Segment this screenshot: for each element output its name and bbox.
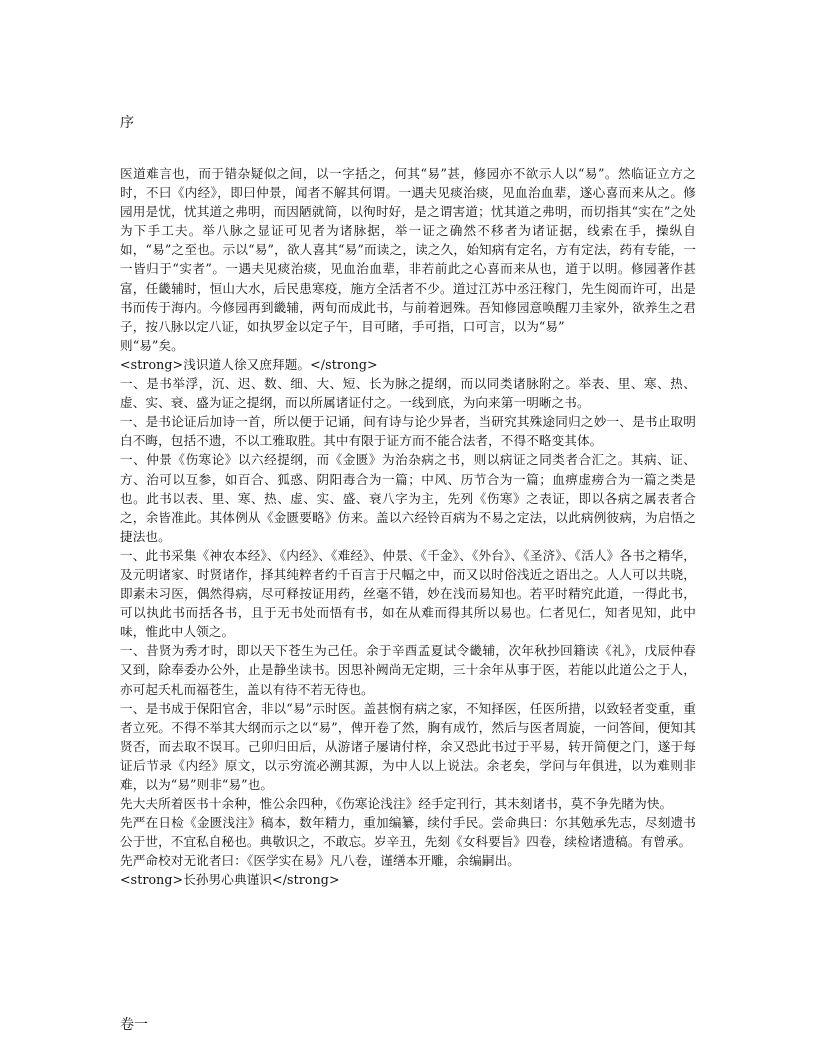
afterword-paragraph-1: 先大夫所着医书十余种，惟公余四种，《伤寒论浅注》经手定刊行，其未刻诸书，莫不争先睹为快。 <box>120 796 673 812</box>
volume-one-heading: 卷一 <box>120 1017 148 1033</box>
note-paragraph-3: 一、仲景《伤寒论》以六经提纲，而《金匮》为治杂病之书，则以病证之同类者合汇之。其病、证、方、治可以互参，如百合、狐惑、阴阳毒合为一篇；中风、历节合为一篇；血痹虚痨合为一篇之类是也。此书以表、里、寒、热、虚、实、盛、衰八字为主，先列《伤寒》之表证，即以各病之属表者合之，余皆准此。其体例从《金匮要略》仿来。盖以六经铃百病为不易之定法，以此病例彼病，为启悟之捷法也。 <box>120 452 696 544</box>
note-paragraph-4: 一、此书采集《神农本经》、《内经》、《难经》、仲景、《千金》、《外台》、《圣济》、《活人》各书之精华，及元明诸家、时贤诸作，择其纯粹者约千百言于尺幅之中，而又以时俗浅近之语出之。人人可以共晓，即素未习医，偶然得病，尽可释按证用药，丝毫不错，妙在浅而易知也。若平时精究此道，一得此书，可以执此书而括各书，且于无书处而悟有书，如在从难而得其所以易也。仁者见仁，知者见知，此中味，惟此中人领之。 <box>120 547 696 640</box>
afterword-paragraph-3: 先严命校对无讹者曰：《医学实在易》凡八卷，谨缮本开雕，余编嗣出。 <box>120 853 520 869</box>
note-paragraph-2: 一、是书论证后加诗一首，所以便于记诵，间有诗与论少异者，当研究其殊途同归之妙一、是书止取明白不晦，包括不遗，不以工雅取胜。其中有限于证方而不能合法者，不得不略变其体。 <box>120 414 696 449</box>
note-paragraph-5: 一、昔贤为秀才时，即以天下苍生为己任。余于辛酉孟夏试令畿辅，次年秋抄回籍读《礼》，戊辰仲春又到，除奉委办公外，止是静坐读书。因思补阙尚无定期，三十余年从事于医，若能以此道公之于人，亦可起夭札而福苍生，盖以有待不若无待也。 <box>120 643 696 697</box>
closing-signature: <strong>长孙男心典谨识</strong> <box>120 872 340 888</box>
afterword-paragraph-2: 先严在日检《金匮浅注》稿本，数年精力，重加编纂，续付手民。尝命典曰：尔其勉承先志，尽刻遗书公于世，不宜私自秘也。典敬识之，不敢忘。岁辛丑，先刻《女科要旨》四卷，续检诸遗稿。有曾承。 <box>120 815 696 850</box>
preface-signature: <strong>浅识道人徐又庶拜题。</strong> <box>120 356 378 372</box>
preface-paragraph: 医道难言也，而于错杂疑似之间，以一字括之，何其“易”甚，修园亦不欲示人以“易”。然临证立方之时，不曰《内经》，即曰仲景，闻者不解其何谓。一遇夫见痰治痰，见血治血辈，遂心喜而来从之。修园用是忧，忧其道之弗明，而因陋就简，以徇时好，是之谓害道；忧其道之弗明，而切指其“实在”之处为下手工夫。举八脉之显证可见者为诸脉据，举一证之确然不移者为诸证据，线索在手，操纵自如，“易”之至也。示以“易”，欲人喜其“易”而读之，读之久，始知病有定名，方有定法，药有专能，一一皆归于“实者”。一遇夫见痰治痰，见血治血辈，非若前此之心喜而来从也，道于以明。修园著作甚富，任畿辅时，恒山大水，后民患寒疫，施方全活者不少。道过江苏中丞汪稼门，先生阅而许可，出是书而传于海内。今修园再到畿辅，两旬而成此书，与前着迥殊。吾知修园意唤醒刀圭家外，欲养生之君子，按八脉以定八证，如执罗金以定子午，目可睹，手可指，口可言，以为“易” <box>120 166 696 334</box>
note-paragraph-1: 一、是书举浮，沉、迟、数、细、大、短、长为脉之提纲，而以同类诸脉附之。举表、里、寒、热、虚、实、衰、盛为证之提纲，而以所属诸证付之。一线到底，为向来第一明晰之书。 <box>120 376 696 411</box>
preface-ending: 则“易”矣。 <box>120 337 184 353</box>
preface-body <box>120 164 696 890</box>
preface-heading: 序 <box>120 115 134 131</box>
note-paragraph-6: 一、是书成于保阳官舍，非以“易”示时医。盖甚悯有病之家，不知择医，任医所措，以致轻者变重，重者立死。不得不举其大纲而示之以“易”，俾开卷了然，胸有成竹，然后与医者周旋，一问答间，便知其贤否，而去取不误耳。己卯归田后，从游诸子屡请付梓，余又恐此书过于平易，转开简便之门，遂于每证后节录《内经》原文，以示穷流必溯其源，为中人以上说法。余老矣，学问与年俱进，以为难则非难，以为“易”则非“易”也。 <box>120 700 696 792</box>
